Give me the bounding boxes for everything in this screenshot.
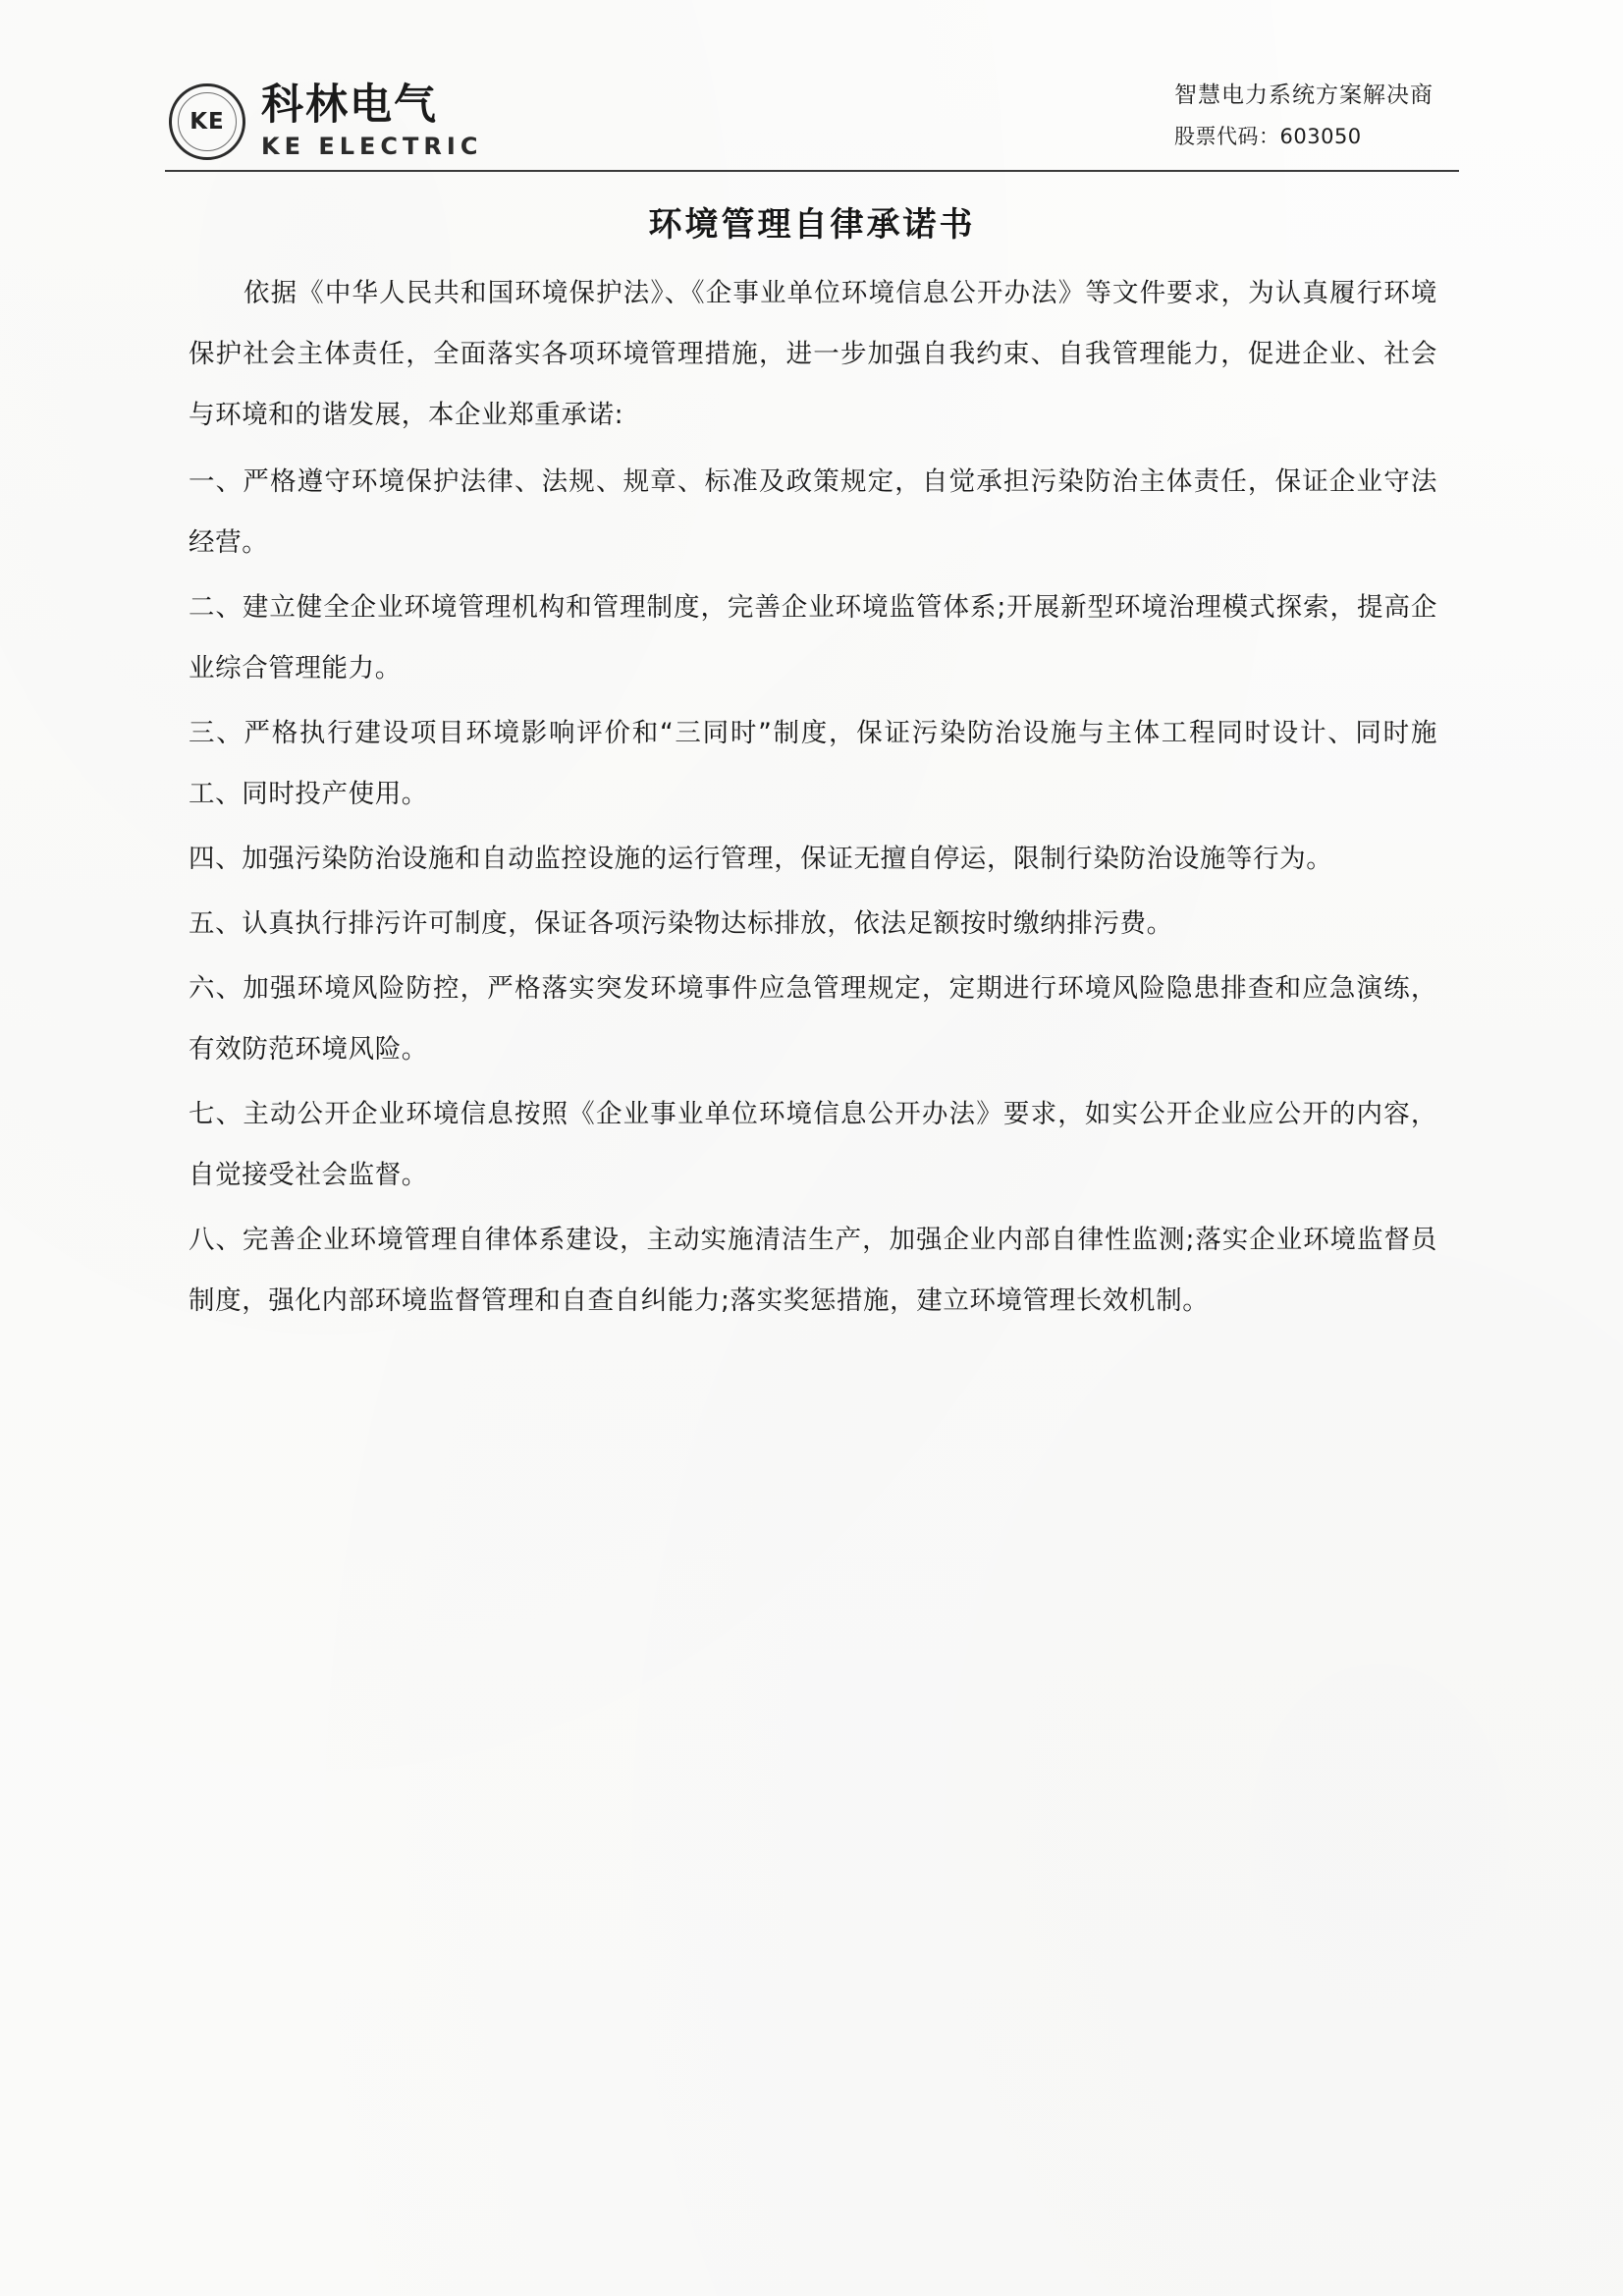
company-slogan: 智慧电力系统方案解决商	[1174, 82, 1434, 108]
paragraph-item-3: 三、严格执行建设项目环境影响评价和“三同时”制度，保证污染防治设施与主体工程同时设计、同时施工、同时投产使用。	[189, 718, 1437, 809]
paragraph-item-8: 八、完善企业环境管理自律体系建设，主动实施清洁生产，加强企业内部自律性监测;落实企业环境监督员制度，强化内部环境监督管理和自查自纠能力;落实奖惩措施，建立环境管理长效机制。	[189, 1225, 1437, 1316]
paragraph-item-4: 四、加强污染防治设施和自动监控设施的运行管理，保证无擅自停运，限制行染防治设施等行为。	[189, 844, 1333, 874]
company-name-cn: 科林电气	[261, 80, 438, 130]
letterhead	[165, 77, 1459, 172]
paragraph-item-5: 五、认真执行排污许可制度，保证各项污染物达标排放，依法足额按时缴纳排污费。	[189, 908, 1173, 939]
paragraph-item-7: 七、主动公开企业环境信息按照《企业事业单位环境信息公开办法》要求，如实公开企业应公开的内容，自觉接受社会监督。	[189, 1099, 1437, 1190]
document-sheet	[165, 77, 1459, 1336]
page-title: 环境管理自律承诺书	[648, 205, 976, 245]
paragraph-item-1: 一、严格遵守环境保护法律、法规、规章、标准及政策规定，自觉承担污染防治主体责任，保证企业守法经营。	[189, 466, 1437, 558]
company-name-en: KE ELECTRIC	[261, 132, 483, 160]
paragraph-preamble: 依据《中华人民共和国环境保护法》、《企事业单位环境信息公开办法》等文件要求，为认真履行环境保护社会主体责任，全面落实各项环境管理措施，进一步加强自我约束、自我管理能力，促进企业、社会与环境和的谐发展，本企业郑重承诺:	[189, 278, 1437, 430]
stock-code: 股票代码：603050	[1174, 125, 1362, 148]
logo-initials: KE	[189, 109, 225, 135]
ke-emblem-icon	[169, 83, 245, 160]
paragraph-item-2: 二、建立健全企业环境管理机构和管理制度，完善企业环境监管体系;开展新型环境治理模式探索，提高企业综合管理能力。	[189, 592, 1437, 683]
letterhead-info	[1174, 77, 1459, 160]
paragraph-item-6: 六、加强环境风险防控，严格落实突发环境事件应急管理规定，定期进行环境风险隐患排查和应急演练，有效防范环境风险。	[189, 973, 1437, 1065]
document-body	[165, 263, 1459, 1332]
company-logo	[165, 80, 483, 160]
brand-text	[261, 80, 483, 160]
